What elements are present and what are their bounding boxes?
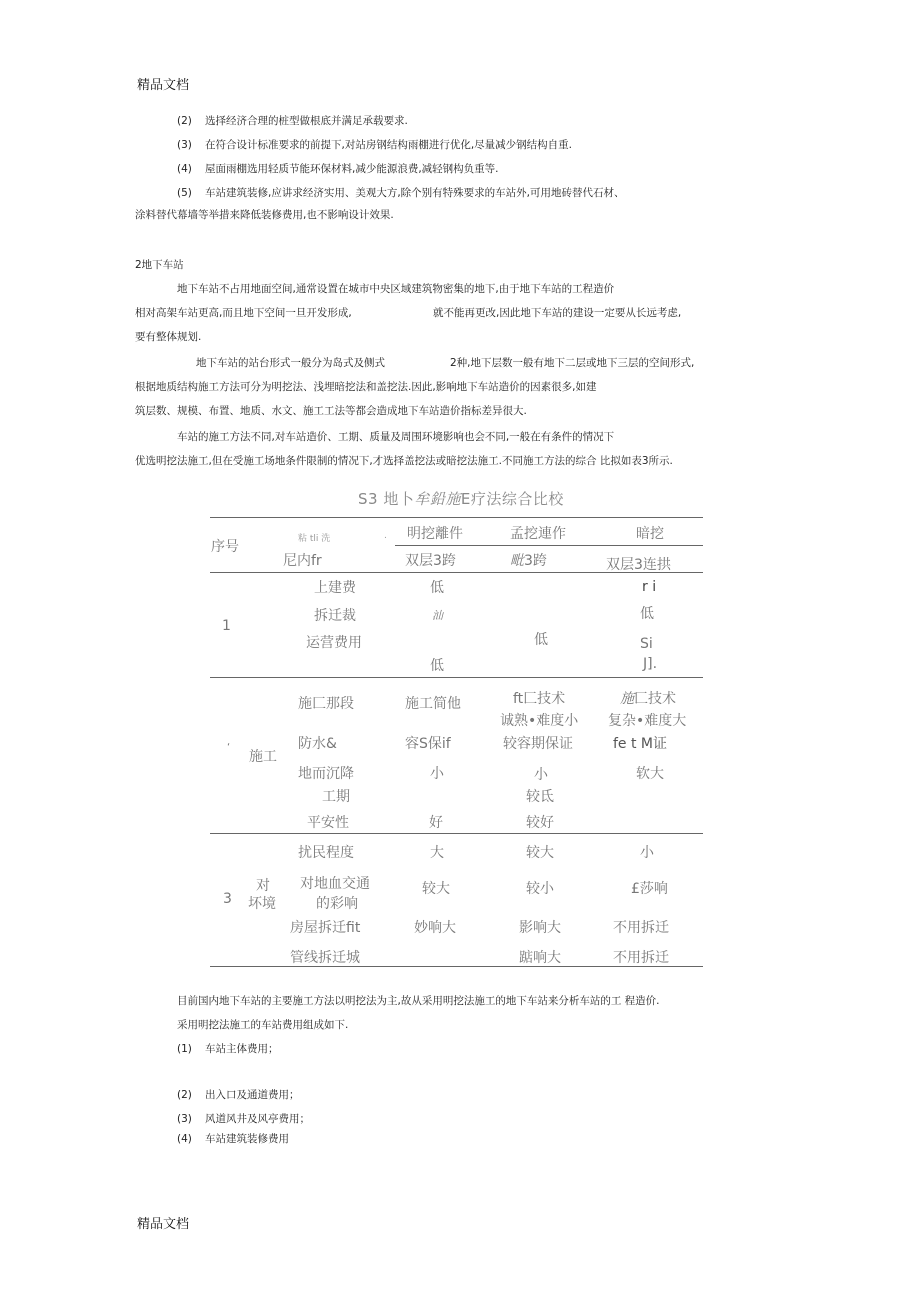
paragraph-line: 优选明挖法施工,但在受施工场地条件限制的情况下,才选择盖挖法或暗挖法施工.不同施工方法的综合 比拟如表3所示. [135, 455, 673, 467]
table-cell: ft匚技术 [513, 691, 566, 707]
paragraph-line: 相对高架车站更高,而且地下空间一旦开发形成, [135, 307, 352, 319]
table-cell: 较容期保证 [503, 736, 573, 752]
table-cell: 软大 [636, 766, 664, 782]
table-cell: 小 [430, 766, 444, 782]
table-cell: 踮响大 [519, 950, 561, 966]
table-header-item: 尼内fr [283, 553, 322, 569]
table-cell: 低 [430, 658, 444, 674]
list-item: (2) 选择经济合理的桩型做根底并满足承载要求. [177, 115, 408, 127]
table-header-small: 粘 tli 洗 [298, 534, 331, 544]
paragraph-line: 就不能再更改,因此地下车站的建设一定要从长远考虑, [433, 307, 682, 319]
table-cell: fe t M证 [613, 736, 668, 752]
list-item: (3) 在符合设计标准要求的前提下,对站房钢结构雨棚进行优化,尽量减少钢结构自重. [177, 139, 573, 151]
table-cell: 好 [429, 815, 443, 831]
table-group-label: 坏境 [248, 896, 276, 912]
table-header-ming: 明挖離件 [407, 526, 463, 542]
table-cell: 较氐 [526, 789, 554, 805]
list-item-continuation: 涂料替代幕墙等举措来降低装修费用,也不影响设计效果. [135, 209, 394, 221]
table-header-gai: 孟挖連作 [510, 526, 566, 542]
table-cell: 施匚技术 [620, 691, 676, 707]
page-footer: 精品文档 [137, 1217, 190, 1232]
table-cell: 运营费用 [306, 635, 362, 651]
table-cell: 较大 [422, 881, 450, 897]
table-cell: 管线拆迁城 [290, 950, 360, 966]
table-cell: 影响大 [519, 920, 561, 936]
table-cell: 对地血交通 [300, 876, 370, 892]
table-cell: J]. [643, 656, 658, 672]
table-header-ming-sub: 双层3跨 [405, 553, 456, 569]
paragraph-line: 筑层数、规模、布置、地质、水文、施工工法等都会造成地下车站造价指标差异很大. [135, 405, 527, 417]
table-cell: 低 [534, 632, 548, 648]
table-cell: 容S保if [405, 736, 451, 752]
paragraph-line: 地下车站的站台形式一般分为岛式及侧式 [196, 357, 385, 369]
table-header-an: 暗挖 [636, 526, 664, 542]
table-header-dot: . [384, 531, 387, 541]
table-cell: 低 [430, 580, 444, 596]
page-header: 精品文档 [137, 78, 190, 93]
paragraph-line: 要有整体规划. [135, 331, 202, 343]
table-cell: 防水& [298, 736, 337, 752]
table-cell: 的彩响 [316, 896, 358, 912]
table-cell: 平安性 [307, 815, 349, 831]
table-cell: 大 [430, 845, 444, 861]
table-cell: 工期 [322, 789, 350, 805]
table-cell: 施匚那段 [298, 696, 354, 712]
paragraph-line: 车站的施工方法不同,对车站造价、工期、质量及周围环境影响也会不同,一般在有条件的情况下 [177, 431, 615, 443]
table-header-an-sub: 双层3连拱 [606, 557, 671, 573]
table-group-label: 对 [256, 878, 270, 894]
table-cell: 房屋拆迁fit [290, 920, 361, 936]
table-cell: 小 [534, 767, 548, 783]
list-item: (2) 出入口及通道费用； [177, 1089, 300, 1101]
table-rule-1 [210, 677, 703, 678]
table-row-number: 3 [223, 891, 232, 907]
table-top-rule [210, 517, 703, 518]
paragraph-line: 采用明挖法施工的车站费用组成如下. [177, 1019, 349, 1031]
paragraph-line: 2种,地下层数一般有地下二层或地下三层的空间形式, [450, 357, 695, 369]
table-caption: S3 地卜牟鉛施E疗法综合比校 [358, 490, 564, 508]
table-cell: 地而沉降 [298, 766, 354, 782]
table-cell: 低 [640, 606, 654, 622]
table-cell: 不用拆迁 [613, 920, 669, 936]
table-cell: 施工简他 [405, 696, 461, 712]
list-item: (3) 风道风井及风亭费用； [177, 1113, 310, 1125]
table-cell: 小 [640, 845, 654, 861]
paragraph-line: 目前国内地下车站的主要施工方法以明挖法为主,故从采用明挖法施工的地下车站来分析车站的工 程造价. [177, 995, 660, 1007]
table-cell: 妙响大 [414, 920, 456, 936]
table-cell: 较小 [526, 881, 554, 897]
table-cell: 复杂•难度大 [608, 713, 687, 729]
list-item: (4) 车站建筑装修费用 [177, 1133, 289, 1145]
table-cell: Si [640, 636, 653, 652]
table-row-number: 1 [222, 618, 231, 634]
table-header-seq: 序号 [211, 539, 239, 555]
table-cell: 诚熟•难度小 [500, 713, 579, 729]
table-mark: ‘ [227, 742, 231, 753]
table-cell: 扰民程度 [298, 845, 354, 861]
list-item: (5) 车站建筑装修,应讲求经济实用、美观大方,除个别有特殊要求的车站外,可用地砖替代石材、 [177, 187, 625, 199]
table-cell: 上建费 [314, 580, 356, 596]
paragraph-line: 地下车站不占用地面空间,通常设置在城市中央区域建筑物密集的地下,由于地下车站的工程造价 [177, 283, 615, 295]
table-cell: 不用拆迁 [613, 950, 669, 966]
table-group-label: 施工 [249, 749, 277, 765]
table-cell: £莎响 [631, 881, 668, 897]
table-header-gai-sub: 毗3跨 [510, 553, 547, 569]
table-cell: 汕 [432, 609, 443, 622]
table-cell: 较好 [526, 815, 554, 831]
table-cell: 较大 [526, 845, 554, 861]
paragraph-line: 根据地质结构施工方法可分为明挖法、浅埋暗挖法和盖挖法.因此,影响地下车站造价的因素很多,如建 [135, 381, 597, 393]
table-rule-2 [210, 833, 703, 834]
table-header-rule [395, 545, 703, 546]
table-cell: 拆迁裁 [314, 608, 356, 624]
section-title: 2地下车站 [135, 259, 184, 271]
list-item: (1) 车站主体费用； [177, 1043, 279, 1055]
list-item: (4) 屋面雨棚选用轻质节能环保材料,减少能源浪费,减轻钢构负重等. [177, 163, 499, 175]
table-cell: r i [642, 579, 657, 595]
